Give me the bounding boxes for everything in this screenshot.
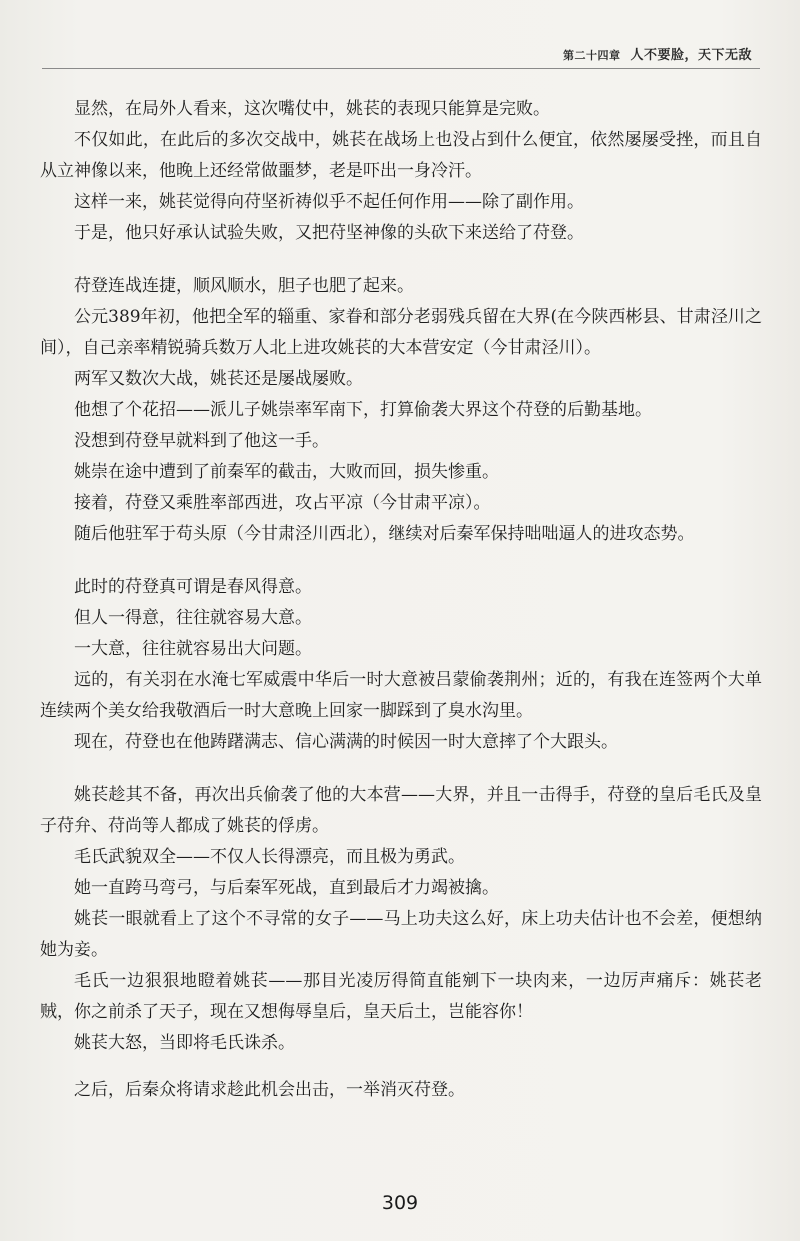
chapter-title: 人不要脸，天下无敌 [630,48,752,63]
paragraph: 公元389年初，他把全军的辎重、家眷和部分老弱残兵留在大界(在今陕西彬县、甘肃泾川之间），自己亲率精锐骑兵数万人北上进攻姚苌的大本营安定（今甘肃泾川）。 [40,307,762,358]
paragraph: 毛氏武貌双全——不仅人长得漂亮，而且极为勇武。 [74,847,465,867]
paragraph: 他想了个花招——派儿子姚崇率军南下，打算偷袭大界这个苻登的后勤基地。 [74,400,652,420]
paragraph: 随后他驻军于苟头原（今甘肃泾川西北），继续对后秦军保持咄咄逼人的进攻态势。 [74,524,695,544]
paragraph: 现在，苻登也在他踌躇满志、信心满满的时候因一时大意摔了个大跟头。 [74,732,618,752]
paragraph: 这样一来，姚苌觉得向苻坚祈祷似乎不起任何作用——除了副作用。 [74,192,584,212]
running-head [563,44,752,63]
paragraph: 姚崇在途中遭到了前秦军的截击，大败而回，损失惨重。 [74,462,499,482]
section-gap [40,1059,762,1075]
paragraph: 之后，后秦众将请求趁此机会出击，一举消灭苻登。 [74,1080,465,1100]
paragraph: 接着，苻登又乘胜率部西进，攻占平凉（今甘肃平凉）。 [74,493,491,513]
chapter-number: 第二十四章 [562,49,621,62]
paragraph: 姚苌趁其不备，再次出兵偷袭了他的大本营——大界，并且一击得手，苻登的皇后毛氏及皇子苻弁、苻尚等人都成了姚苌的俘虏。 [40,785,762,836]
paragraph: 毛氏一边狠狠地瞪着姚苌——那目光凌厉得简直能剜下一块肉来，一边厉声痛斥：姚苌老贼，你之前杀了天子，现在又想侮辱皇后，皇天后土，岂能容你！ [40,971,762,1022]
paragraph: 苻登连战连捷，顺风顺水，胆子也肥了起来。 [74,276,414,296]
paragraph: 不仅如此，在此后的多次交战中，姚苌在战场上也没占到什么便宜，依然屡屡受挫，而且自从立神像以来，他晚上还经常做噩梦，老是吓出一身冷汗。 [40,130,762,181]
section-gap [40,249,762,271]
paragraph: 两军又数次大战，姚苌还是屡战屡败。 [74,369,363,389]
paragraph: 姚苌一眼就看上了这个不寻常的女子——马上功夫这么好，床上功夫估计也不会差，便想纳她为妾。 [40,909,762,960]
body-text [40,94,762,1106]
section-gap [40,550,762,572]
paragraph: 姚苌大怒，当即将毛氏诛杀。 [74,1033,295,1053]
paragraph: 没想到苻登早就料到了他这一手。 [74,431,329,451]
section-gap [40,758,762,780]
header-rule [42,68,760,69]
paragraph: 远的，有关羽在水淹七军威震中华后一时大意被吕蒙偷袭荆州；近的，有我在连签两个大单连续两个美女给我敬酒后一时大意晚上回家一脚踩到了臭水沟里。 [40,670,762,721]
paragraph: 一大意，往往就容易出大问题。 [74,639,312,659]
paragraph: 但人一得意，往往就容易大意。 [74,608,312,628]
paragraph: 于是，他只好承认试验失败，又把苻坚神像的头砍下来送给了苻登。 [74,223,584,243]
paragraph: 此时的苻登真可谓是春风得意。 [74,577,312,597]
page-number: 309 [381,1192,419,1214]
paragraph: 显然，在局外人看来，这次嘴仗中，姚苌的表现只能算是完败。 [74,99,550,119]
paragraph: 她一直跨马弯弓，与后秦军死战，直到最后才力竭被擒。 [74,878,499,898]
